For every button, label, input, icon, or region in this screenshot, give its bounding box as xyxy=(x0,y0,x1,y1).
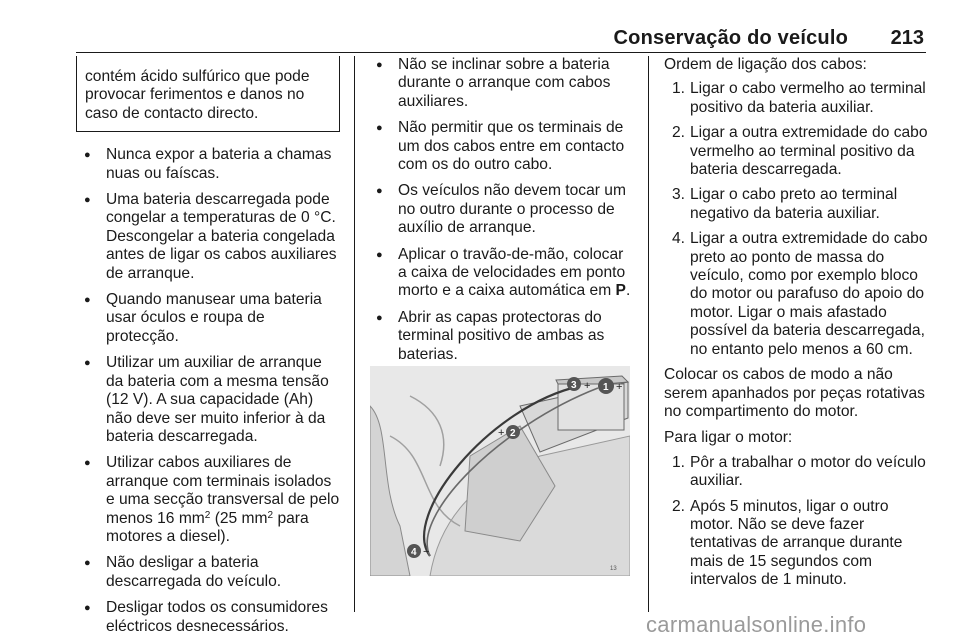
label-2: 2 xyxy=(510,428,516,439)
gear-p: P xyxy=(615,282,626,300)
step-text: Pôr a trabalhar o motor do veículo auxiliar. xyxy=(690,453,926,490)
step-text: Após 5 minutos, ligar o outro motor. Não se deve fazer tentativas de arranque durante mais de 15 segundos com intervalos de 1 minuto. xyxy=(690,497,903,589)
list-item: ● Quando manusear uma bateria usar óculos e roupa de protecção. xyxy=(76,291,340,346)
illustration-code: 13 xyxy=(610,566,617,572)
start-title: Para ligar o motor: xyxy=(664,429,793,447)
superscript: 2 xyxy=(267,509,274,521)
step-number: 3. xyxy=(672,186,686,204)
cable-spec-text: para motores a diesel). xyxy=(106,509,309,545)
watermark: carmanualsonline.info xyxy=(646,612,867,637)
label-4: 4 xyxy=(411,547,417,558)
start-list xyxy=(664,454,928,590)
list-item: ● Não desligar a bateria descarregada do veículo. xyxy=(76,554,340,591)
cable-spec-text: (25 mm xyxy=(210,509,268,527)
column-divider-1 xyxy=(354,56,355,612)
list-item xyxy=(664,230,928,359)
handbrake-text: Aplicar o travão-de-mão, colocar a caixa de velocidades em ponto morto e a caixa automática em xyxy=(398,245,626,300)
list-item: ● Nunca expor a bateria a chamas nuas ou faíscas. xyxy=(76,146,340,183)
cables-note: Colocar os cabos de modo a não serem apanhados por peças rotativas no compartimento do motor. xyxy=(664,366,925,420)
step-number: 1. xyxy=(672,453,686,471)
step-text: Ligar o cabo preto ao terminal negativo da bateria auxiliar. xyxy=(690,186,898,222)
period: . xyxy=(625,282,631,300)
minus-sign-4: − xyxy=(423,546,430,558)
page-number: 213 xyxy=(890,27,924,49)
list-item xyxy=(370,246,632,301)
plus-sign-1: + xyxy=(616,381,623,393)
cable-order-list xyxy=(664,80,928,359)
jump-start-illustration xyxy=(370,366,630,576)
warning-box xyxy=(76,56,340,132)
cable-order-title: Ordem de ligação dos cabos: xyxy=(664,56,867,73)
list-item xyxy=(664,498,928,590)
bullet-list-1 xyxy=(76,146,340,636)
list-item: ● Abrir as capas protectoras do terminal positivo de ambas as baterias. xyxy=(370,309,632,364)
column-3 xyxy=(664,56,928,597)
list-item: ● Uma bateria descarregada pode congelar a temperaturas de 0 °C. Descongelar a bateria congelada antes de ligar os cabos auxiliares de arranque. xyxy=(76,191,340,283)
list-item: ● Os veículos não devem tocar um no outro durante o processo de auxílio de arranque. xyxy=(370,182,632,237)
list-item xyxy=(664,454,928,491)
warning-text: contém ácido sulfúrico que pode provocar ferimentos e danos no caso de contacto directo. xyxy=(85,68,310,122)
page-header xyxy=(76,22,926,53)
list-item xyxy=(76,454,340,546)
step-number: 1. xyxy=(672,80,686,98)
step-number: 4. xyxy=(672,230,686,248)
list-item: ● Utilizar um auxiliar de arranque da bateria com a mesma tensão (12 V). A sua capacidade (Ah) não deve ser muito inferior à da bateria descarregada. xyxy=(76,354,340,446)
page-title: Conservação do veículo xyxy=(613,27,848,49)
superscript: 2 xyxy=(204,509,211,521)
column-divider-2 xyxy=(648,56,649,612)
bullet-list-2 xyxy=(370,56,632,364)
cable-spec-text: Utilizar cabos auxiliares de arranque com terminais isolados e uma secção transversal de pelo menos 16 mm xyxy=(106,454,340,527)
step-text: Ligar a outra extremidade do cabo vermelho ao terminal positivo da bateria descarregada. xyxy=(690,124,928,179)
list-item: ● Não permitir que os terminais de um dos cabos entre em contacto com os do outro cabo. xyxy=(370,119,632,174)
plus-sign-2: + xyxy=(498,427,505,439)
list-item: ● Desligar todos os consumidores eléctricos desnecessários. xyxy=(76,599,340,636)
list-item xyxy=(664,80,928,117)
list-item xyxy=(664,186,928,223)
column-2 xyxy=(370,56,632,372)
label-3: 3 xyxy=(571,380,577,391)
step-text: Ligar o cabo vermelho ao terminal positivo da bateria auxiliar. xyxy=(690,80,926,116)
step-number: 2. xyxy=(672,124,686,142)
engine-bay-drawing xyxy=(370,366,630,576)
step-text: Ligar a outra extremidade do cabo preto ao ponto de massa do veículo, como por exemplo bloco do motor ou parafuso do apoio do motor. Ligar o mais afastado possível da bateria descarregada, no entanto pelo menos a 60 cm. xyxy=(690,230,928,358)
column-1 xyxy=(76,56,340,644)
plus-sign-3: + xyxy=(584,380,591,392)
label-1: 1 xyxy=(603,382,609,393)
list-item xyxy=(664,124,928,179)
step-number: 2. xyxy=(672,497,686,515)
list-item: ● Não se inclinar sobre a bateria durante o arranque com cabos auxiliares. xyxy=(370,56,632,111)
